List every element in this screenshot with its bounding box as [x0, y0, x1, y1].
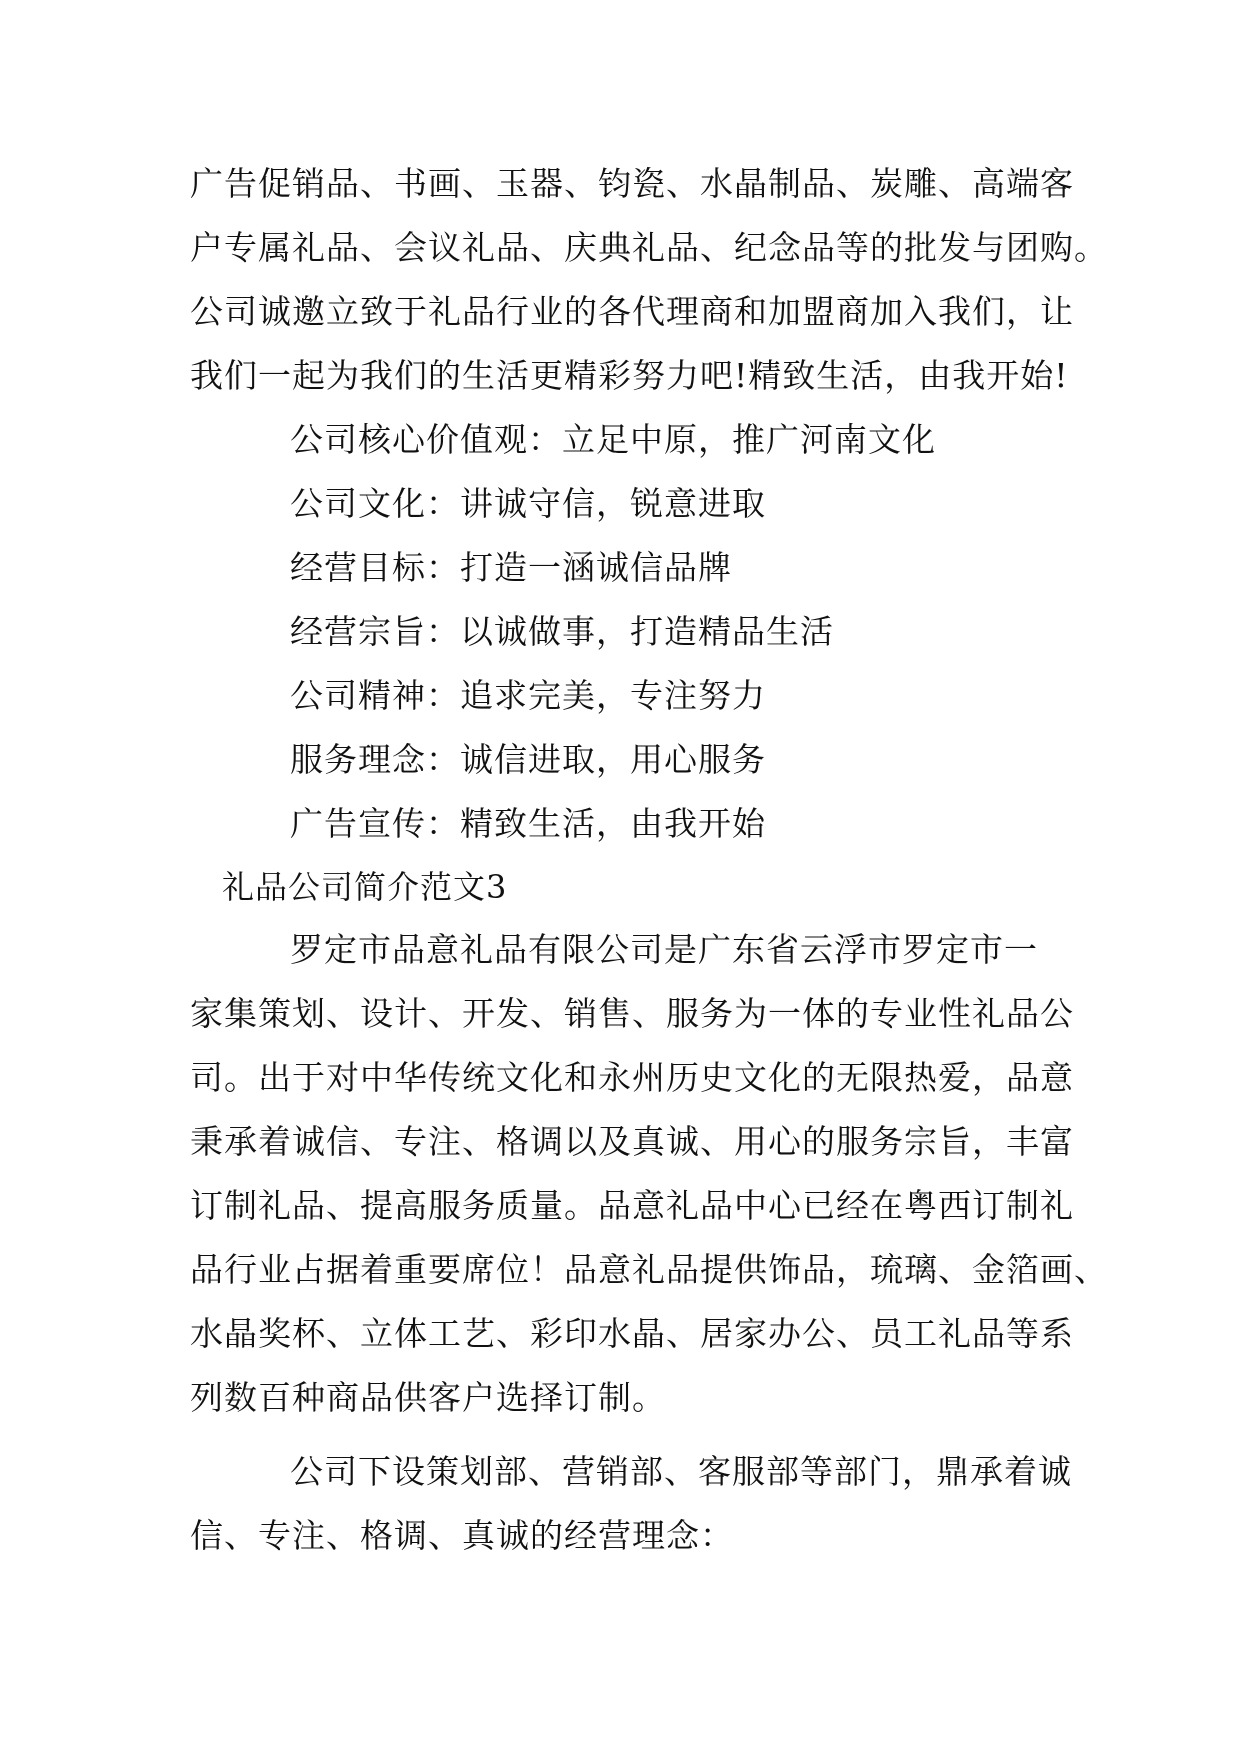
paragraph-2-line-1: 罗定市品意礼品有限公司是广东省云浮市罗定市一: [290, 930, 1038, 969]
paragraph-1-line-3: 公司诚邀立致于礼品行业的各代理商和加盟商加入我们，让: [190, 292, 1074, 331]
paragraph-2-line-2: 家集策划、设计、开发、销售、服务为一体的专业性礼品公: [190, 994, 1074, 1033]
paragraph-2-line-3: 司。出于对中华传统文化和永州历史文化的无限热爱，品意: [190, 1058, 1074, 1097]
paragraph-2-line-8: 列数百种商品供客户选择订制。: [190, 1378, 666, 1417]
value-culture: 公司文化：讲诚守信，锐意进取: [290, 484, 766, 523]
value-company-spirit: 公司精神：追求完美，专注努力: [290, 676, 766, 715]
paragraph-2-line-6: 品行业占据着重要席位！品意礼品提供饰品，琉璃、金箔画、: [190, 1250, 1108, 1289]
value-service-concept: 服务理念：诚信进取，用心服务: [290, 740, 766, 779]
paragraph-3-line-1: 公司下设策划部、营销部、客服部等部门，鼎承着诚: [290, 1452, 1072, 1491]
value-core-values: 公司核心价值观：立足中原，推广河南文化: [290, 420, 936, 459]
paragraph-2-line-4: 秉承着诚信、专注、格调以及真诚、用心的服务宗旨，丰富: [190, 1122, 1074, 1161]
paragraph-2-line-7: 水晶奖杯、立体工艺、彩印水晶、居家办公、员工礼品等系: [190, 1314, 1074, 1353]
value-business-goal: 经营目标：打造一涵诚信品牌: [290, 548, 732, 587]
paragraph-1-line-2: 户专属礼品、会议礼品、庆典礼品、纪念品等的批发与团购。: [190, 228, 1108, 267]
paragraph-1-line-1: 广告促销品、书画、玉器、钧瓷、水晶制品、炭雕、高端客: [190, 164, 1074, 203]
section-heading: 礼品公司简介范文3: [222, 868, 508, 906]
value-advertising: 广告宣传：精致生活，由我开始: [290, 804, 766, 843]
paragraph-3-line-2: 信、专注、格调、真诚的经营理念：: [190, 1516, 734, 1555]
paragraph-2-line-5: 订制礼品、提高服务质量。品意礼品中心已经在粤西订制礼: [190, 1186, 1074, 1225]
value-business-purpose: 经营宗旨：以诚做事，打造精品生活: [290, 612, 834, 651]
paragraph-1-line-4: 我们一起为我们的生活更精彩努力吧!精致生活，由我开始!: [190, 356, 1069, 395]
